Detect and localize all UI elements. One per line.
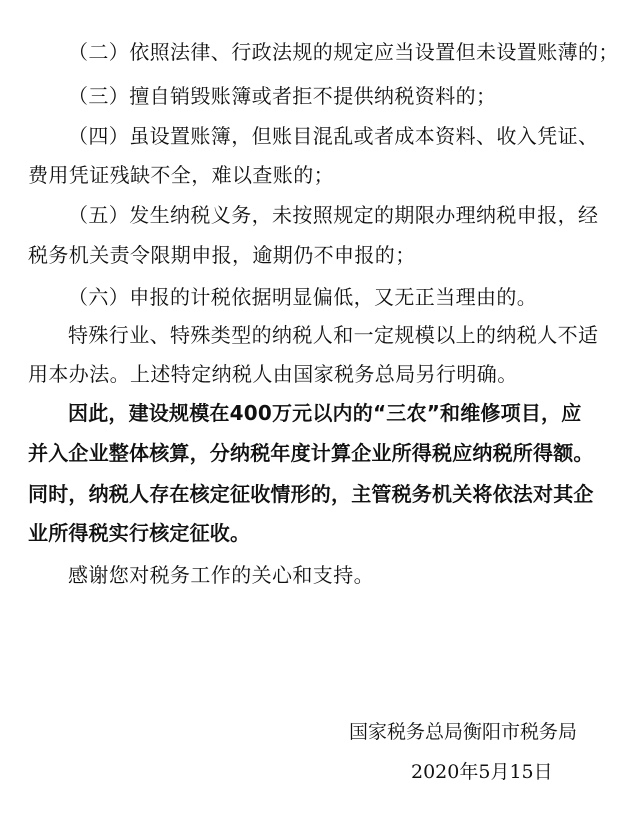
item-three-line-1: （三）擅自销毁账簿或者拒不提供纳税资料的； [68, 84, 497, 108]
item-four-line-2: 费用凭证残缺不全，难以查账的； [28, 163, 334, 187]
item-five-line-1: （五）发生纳税义务，未按照规定的期限办理纳税申报，经 [68, 203, 599, 227]
signature-organization: 国家税务总局衡阳市税务局 [349, 721, 578, 743]
special-taxpayer-line-2: 用本办法。上述特定纳税人由国家税务总局另行明确。 [28, 362, 518, 386]
conclusion-line-3: 同时，纳税人存在核定征收情形的，主管税务机关将依法对其企 [28, 482, 594, 506]
item-six-line-1: （六）申报的计税依据明显偏低，又无正当理由的。 [68, 285, 538, 309]
special-taxpayer-line-1: 特殊行业、特殊类型的纳税人和一定规模以上的纳税人不适 [68, 323, 599, 347]
conclusion-line-2: 并入企业整体核算，分纳税年度计算企业所得税应纳税所得额。 [28, 441, 594, 465]
item-two-line-1: （二）依照法律、行政法规的规定应当设置但未设置账薄的； [68, 40, 619, 64]
thanks-line: 感谢您对税务工作的关心和支持。 [68, 563, 374, 587]
item-five-line-2: 税务机关责令限期申报，逾期仍不申报的； [28, 243, 416, 267]
conclusion-line-4: 业所得税实行核定征收。 [28, 521, 251, 545]
signature-date: 2020年5月15日 [411, 761, 553, 783]
item-four-line-1: （四）虽设置账簿，但账目混乱或者成本资料、收入凭证、 [68, 124, 599, 148]
conclusion-line-1: 因此，建设规模在400万元以内的“三农”和维修项目，应 [68, 401, 582, 425]
